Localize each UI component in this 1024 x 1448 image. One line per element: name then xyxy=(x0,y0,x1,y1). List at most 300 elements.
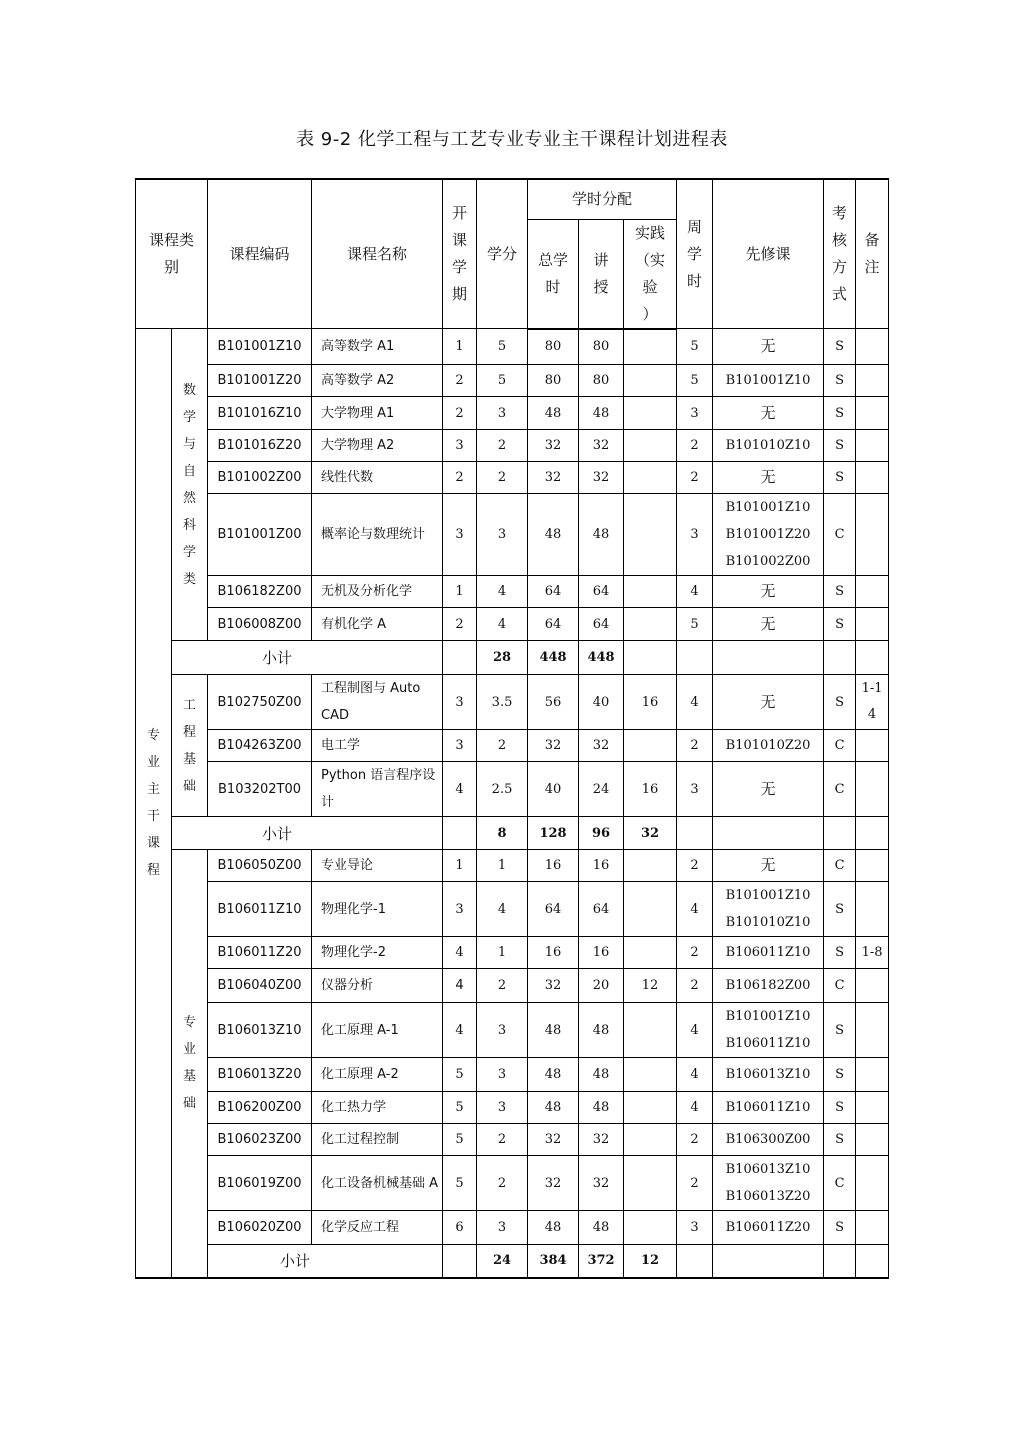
course-code: B101001Z20 xyxy=(208,365,312,397)
course-name: 化工热力学 xyxy=(312,1092,443,1124)
course-exam-method: S xyxy=(824,430,856,462)
subtotal-weekly-hours xyxy=(677,641,713,675)
header-name: 课程名称 xyxy=(312,179,443,329)
course-credits: 4 xyxy=(477,576,528,608)
prerequisite-item: B101010Z10 xyxy=(725,438,811,453)
group-label: 专 业 基 础 xyxy=(172,850,208,1278)
course-name: 线性代数 xyxy=(312,462,443,494)
subtotal-lecture-hours: 96 xyxy=(579,817,624,850)
course-weekly-hours: 2 xyxy=(677,1124,713,1156)
course-lecture-hours: 20 xyxy=(579,969,624,1003)
subtotal-credits: 24 xyxy=(477,1245,528,1278)
header-prerequisite: 先修课 xyxy=(713,179,824,329)
course-code: B101002Z00 xyxy=(208,462,312,494)
course-total-hours: 64 xyxy=(528,576,579,608)
course-exam-method: C xyxy=(824,1156,856,1211)
course-total-hours: 48 xyxy=(528,494,579,576)
course-practice-hours xyxy=(624,462,677,494)
course-credits: 3 xyxy=(477,494,528,576)
course-name: 大学物理 A2 xyxy=(312,430,443,462)
course-exam-method: S xyxy=(824,1003,856,1058)
course-code: B106013Z20 xyxy=(208,1058,312,1092)
course-credits: 1 xyxy=(477,937,528,969)
course-lecture-hours: 64 xyxy=(579,882,624,937)
table-row xyxy=(136,1092,889,1124)
table-row xyxy=(136,1211,889,1245)
course-semester: 5 xyxy=(443,1156,477,1211)
table-row xyxy=(136,494,889,576)
course-weekly-hours: 2 xyxy=(677,969,713,1003)
course-weekly-hours: 2 xyxy=(677,850,713,882)
header-credits: 学分 xyxy=(477,179,528,329)
course-total-hours: 48 xyxy=(528,1058,579,1092)
course-lecture-hours: 48 xyxy=(579,1058,624,1092)
course-practice-hours xyxy=(624,1211,677,1245)
course-remark xyxy=(856,576,889,608)
course-code: B106019Z00 xyxy=(208,1156,312,1211)
course-prerequisite xyxy=(713,462,824,494)
course-name: 化工原理 A-1 xyxy=(312,1003,443,1058)
course-credits: 2 xyxy=(477,430,528,462)
course-code: B106040Z00 xyxy=(208,969,312,1003)
course-code: B106020Z00 xyxy=(208,1211,312,1245)
course-name: 化工过程控制 xyxy=(312,1124,443,1156)
course-lecture-hours: 32 xyxy=(579,1156,624,1211)
course-name: 电工学 xyxy=(312,730,443,762)
prerequisite-item: B101001Z10 xyxy=(725,373,811,388)
course-semester: 3 xyxy=(443,675,477,730)
course-name: 专业导论 xyxy=(312,850,443,882)
subtotal-total-hours: 384 xyxy=(528,1245,579,1278)
prerequisite-item: 无 xyxy=(760,403,776,422)
course-remark xyxy=(856,969,889,1003)
course-lecture-hours: 48 xyxy=(579,397,624,430)
course-lecture-hours: 32 xyxy=(579,430,624,462)
header-remarks: 备 注 xyxy=(856,179,889,329)
prerequisite-item: 无 xyxy=(760,856,776,874)
prerequisite-item: 无 xyxy=(760,468,776,486)
table-row xyxy=(136,762,889,817)
prerequisite-item: B106011Z10 xyxy=(725,1100,811,1115)
course-weekly-hours: 2 xyxy=(677,730,713,762)
course-remark: 1-14 xyxy=(856,675,889,730)
course-weekly-hours: 4 xyxy=(677,1003,713,1058)
subtotal-prerequisite xyxy=(713,641,824,675)
course-practice-hours xyxy=(624,576,677,608)
course-name: 无机及分析化学 xyxy=(312,576,443,608)
course-practice-hours xyxy=(624,608,677,641)
course-semester: 4 xyxy=(443,969,477,1003)
course-semester: 2 xyxy=(443,365,477,397)
course-remark xyxy=(856,762,889,817)
course-weekly-hours: 4 xyxy=(677,675,713,730)
course-weekly-hours: 2 xyxy=(677,937,713,969)
course-credits: 3 xyxy=(477,1058,528,1092)
course-lecture-hours: 80 xyxy=(579,329,624,365)
table-row xyxy=(136,1003,889,1058)
table-row xyxy=(136,365,889,397)
course-weekly-hours: 4 xyxy=(677,882,713,937)
course-credits: 5 xyxy=(477,365,528,397)
course-name: 物理化学-2 xyxy=(312,937,443,969)
course-exam-method: C xyxy=(824,969,856,1003)
course-semester: 4 xyxy=(443,1003,477,1058)
course-credits: 4 xyxy=(477,882,528,937)
course-prerequisite xyxy=(713,397,824,430)
subtotal-semester xyxy=(443,641,477,675)
course-exam-method: C xyxy=(824,850,856,882)
prerequisite-item: B106011Z10 xyxy=(725,1036,811,1051)
course-remark xyxy=(856,462,889,494)
prerequisite-item: B101002Z00 xyxy=(725,554,811,569)
course-remark xyxy=(856,1211,889,1245)
course-practice-hours xyxy=(624,430,677,462)
course-practice-hours xyxy=(624,937,677,969)
group-label: 数 学 与 自 然 科 学 类 xyxy=(172,329,208,641)
course-exam-method: S xyxy=(824,608,856,641)
course-practice-hours: 12 xyxy=(624,969,677,1003)
course-semester: 3 xyxy=(443,882,477,937)
course-prerequisite xyxy=(713,762,824,817)
course-name: 物理化学-1 xyxy=(312,882,443,937)
course-prerequisite xyxy=(713,608,824,641)
course-credits: 3.5 xyxy=(477,675,528,730)
subtotal-weekly-hours xyxy=(677,817,713,850)
course-remark: 1-8 xyxy=(856,937,889,969)
course-lecture-hours: 64 xyxy=(579,576,624,608)
course-lecture-hours: 16 xyxy=(579,850,624,882)
course-prerequisite xyxy=(713,937,824,969)
group-label: 工 程 基 础 xyxy=(172,675,208,817)
course-name: 概率论与数理统计 xyxy=(312,494,443,576)
course-weekly-hours: 5 xyxy=(677,608,713,641)
course-prerequisite xyxy=(713,969,824,1003)
subtotal-credits: 28 xyxy=(477,641,528,675)
course-prerequisite xyxy=(713,675,824,730)
course-weekly-hours: 3 xyxy=(677,1211,713,1245)
course-code: B101016Z20 xyxy=(208,430,312,462)
course-semester: 4 xyxy=(443,937,477,969)
course-credits: 2 xyxy=(477,730,528,762)
subtotal-practice-hours xyxy=(624,641,677,675)
course-lecture-hours: 16 xyxy=(579,937,624,969)
course-weekly-hours: 3 xyxy=(677,762,713,817)
course-total-hours: 64 xyxy=(528,608,579,641)
course-total-hours: 64 xyxy=(528,882,579,937)
course-weekly-hours: 5 xyxy=(677,365,713,397)
course-code: B106050Z00 xyxy=(208,850,312,882)
subtotal-lecture-hours: 448 xyxy=(579,641,624,675)
course-practice-hours xyxy=(624,882,677,937)
subtotal-total-hours: 128 xyxy=(528,817,579,850)
course-lecture-hours: 48 xyxy=(579,1003,624,1058)
table-row xyxy=(136,329,889,365)
header-semester: 开 课 学 期 xyxy=(443,179,477,329)
course-exam-method: S xyxy=(824,1092,856,1124)
subtotal-semester xyxy=(443,1245,477,1278)
course-exam-method: S xyxy=(824,1124,856,1156)
course-total-hours: 48 xyxy=(528,1092,579,1124)
course-exam-method: S xyxy=(824,329,856,365)
course-name: 工程制图与 Auto CAD xyxy=(312,675,443,730)
course-code: B101001Z10 xyxy=(208,329,312,365)
table-row xyxy=(136,882,889,937)
course-exam-method: S xyxy=(824,937,856,969)
course-semester: 2 xyxy=(443,608,477,641)
course-code: B106023Z00 xyxy=(208,1124,312,1156)
course-code: B106008Z00 xyxy=(208,608,312,641)
table-row xyxy=(136,430,889,462)
course-exam-method: C xyxy=(824,730,856,762)
course-weekly-hours: 4 xyxy=(677,576,713,608)
course-weekly-hours: 3 xyxy=(677,397,713,430)
header-lecture: 讲 授 xyxy=(579,219,624,329)
subtotal-lecture-hours: 372 xyxy=(579,1245,624,1278)
table-row xyxy=(136,608,889,641)
prerequisite-item: 无 xyxy=(760,614,776,633)
course-lecture-hours: 40 xyxy=(579,675,624,730)
prerequisite-item: B106300Z00 xyxy=(725,1132,811,1147)
course-total-hours: 80 xyxy=(528,329,579,365)
course-semester: 5 xyxy=(443,1124,477,1156)
course-prerequisite xyxy=(713,494,824,576)
subtotal-label: 小计 xyxy=(208,1245,443,1278)
course-prerequisite xyxy=(713,1124,824,1156)
course-name: 仪器分析 xyxy=(312,969,443,1003)
course-lecture-hours: 48 xyxy=(579,1211,624,1245)
course-prerequisite xyxy=(713,882,824,937)
course-remark xyxy=(856,1156,889,1211)
course-remark xyxy=(856,882,889,937)
course-credits: 2 xyxy=(477,462,528,494)
subtotal-weekly-hours xyxy=(677,1245,713,1278)
course-name: 有机化学 A xyxy=(312,608,443,641)
course-semester: 5 xyxy=(443,1092,477,1124)
course-prerequisite xyxy=(713,730,824,762)
course-practice-hours xyxy=(624,1092,677,1124)
subtotal-exam-method xyxy=(824,817,856,850)
course-practice-hours xyxy=(624,365,677,397)
course-semester: 1 xyxy=(443,576,477,608)
course-exam-method: C xyxy=(824,494,856,576)
course-prerequisite xyxy=(713,329,824,365)
course-total-hours: 40 xyxy=(528,762,579,817)
course-name: Python 语言程序设计 xyxy=(312,762,443,817)
course-credits: 5 xyxy=(477,329,528,365)
subtotal-prerequisite xyxy=(713,817,824,850)
subtotal-total-hours: 448 xyxy=(528,641,579,675)
table-row xyxy=(136,850,889,882)
subtotal-credits: 8 xyxy=(477,817,528,850)
course-code: B104263Z00 xyxy=(208,730,312,762)
table-row xyxy=(136,937,889,969)
course-prerequisite xyxy=(713,430,824,462)
prerequisite-item: B106011Z20 xyxy=(725,1220,811,1235)
subtotal-prerequisite xyxy=(713,1245,824,1278)
course-practice-hours xyxy=(624,1003,677,1058)
course-credits: 1 xyxy=(477,850,528,882)
course-credits: 3 xyxy=(477,397,528,430)
table-row xyxy=(136,1156,889,1211)
course-total-hours: 48 xyxy=(528,1211,579,1245)
course-name: 化工原理 A-2 xyxy=(312,1058,443,1092)
course-total-hours: 32 xyxy=(528,730,579,762)
course-credits: 3 xyxy=(477,1003,528,1058)
course-code: B101001Z00 xyxy=(208,494,312,576)
course-name: 化学反应工程 xyxy=(312,1211,443,1245)
course-lecture-hours: 48 xyxy=(579,1092,624,1124)
course-code: B102750Z00 xyxy=(208,675,312,730)
course-remark xyxy=(856,397,889,430)
table-row xyxy=(136,576,889,608)
course-code: B106182Z00 xyxy=(208,576,312,608)
subtotal-remark xyxy=(856,641,889,675)
course-plan-table xyxy=(135,178,889,1279)
course-weekly-hours: 4 xyxy=(677,1058,713,1092)
prerequisite-item: B101010Z10 xyxy=(725,915,811,930)
course-credits: 3 xyxy=(477,1211,528,1245)
header-category: 课程类 别 xyxy=(136,179,208,329)
subtotal-label: 小计 xyxy=(172,641,443,675)
course-semester: 2 xyxy=(443,462,477,494)
course-exam-method: S xyxy=(824,397,856,430)
course-total-hours: 16 xyxy=(528,850,579,882)
table-row xyxy=(136,969,889,1003)
course-total-hours: 32 xyxy=(528,430,579,462)
subtotal-semester xyxy=(443,817,477,850)
course-name: 化工设备机械基础 A xyxy=(312,1156,443,1211)
table-title: 表 9-2 化学工程与工艺专业专业主干课程计划进程表 xyxy=(296,129,728,150)
course-exam-method: S xyxy=(824,882,856,937)
prerequisite-item: B106013Z20 xyxy=(725,1189,811,1204)
course-remark xyxy=(856,1058,889,1092)
prerequisite-item: B101001Z10 xyxy=(725,1009,811,1024)
prerequisite-item: 无 xyxy=(760,337,776,355)
table-row xyxy=(136,397,889,430)
header-code: 课程编码 xyxy=(208,179,312,329)
subtotal-row xyxy=(136,817,889,850)
course-weekly-hours: 3 xyxy=(677,494,713,576)
course-remark xyxy=(856,608,889,641)
course-credits: 2.5 xyxy=(477,762,528,817)
course-credits: 2 xyxy=(477,969,528,1003)
course-name: 大学物理 A1 xyxy=(312,397,443,430)
course-practice-hours xyxy=(624,1058,677,1092)
prerequisite-item: B101001Z10 xyxy=(725,888,811,903)
course-prerequisite xyxy=(713,850,824,882)
course-exam-method: S xyxy=(824,365,856,397)
course-exam-method: S xyxy=(824,1058,856,1092)
course-code: B106011Z10 xyxy=(208,882,312,937)
subtotal-remark xyxy=(856,1245,889,1278)
prerequisite-item: 无 xyxy=(760,582,776,600)
prerequisite-item: B106013Z10 xyxy=(725,1162,811,1177)
course-credits: 4 xyxy=(477,608,528,641)
table-row xyxy=(136,462,889,494)
course-practice-hours xyxy=(624,730,677,762)
course-code: B103202T00 xyxy=(208,762,312,817)
prerequisite-item: B101010Z20 xyxy=(725,738,811,753)
course-remark xyxy=(856,1124,889,1156)
course-weekly-hours: 4 xyxy=(677,1092,713,1124)
course-weekly-hours: 2 xyxy=(677,462,713,494)
table-row xyxy=(136,675,889,730)
header-weekly-hours: 周 学 时 xyxy=(677,179,713,329)
course-total-hours: 48 xyxy=(528,397,579,430)
course-prerequisite xyxy=(713,1092,824,1124)
course-prerequisite xyxy=(713,1058,824,1092)
course-credits: 2 xyxy=(477,1156,528,1211)
header-hours-group: 学时分配 xyxy=(528,179,677,219)
course-credits: 2 xyxy=(477,1124,528,1156)
subtotal-exam-method xyxy=(824,641,856,675)
course-weekly-hours: 2 xyxy=(677,430,713,462)
course-lecture-hours: 32 xyxy=(579,1124,624,1156)
course-remark xyxy=(856,730,889,762)
course-semester: 3 xyxy=(443,730,477,762)
course-prerequisite xyxy=(713,365,824,397)
course-exam-method: S xyxy=(824,576,856,608)
prerequisite-item: B101001Z10 xyxy=(725,500,811,515)
course-total-hours: 16 xyxy=(528,937,579,969)
course-total-hours: 48 xyxy=(528,1003,579,1058)
subtotal-label: 小计 xyxy=(172,817,443,850)
course-semester: 5 xyxy=(443,1058,477,1092)
course-prerequisite xyxy=(713,1156,824,1211)
course-lecture-hours: 24 xyxy=(579,762,624,817)
subtotal-remark xyxy=(856,817,889,850)
course-exam-method: S xyxy=(824,1211,856,1245)
course-name: 高等数学 A2 xyxy=(312,365,443,397)
course-name: 高等数学 A1 xyxy=(312,329,443,365)
subtotal-row xyxy=(136,1245,889,1278)
course-code: B101016Z10 xyxy=(208,397,312,430)
subtotal-practice-hours: 12 xyxy=(624,1245,677,1278)
header-exam-method: 考 核 方 式 xyxy=(824,179,856,329)
course-semester: 4 xyxy=(443,762,477,817)
subtotal-practice-hours: 32 xyxy=(624,817,677,850)
prerequisite-item: B106182Z00 xyxy=(725,978,811,993)
subtotal-exam-method xyxy=(824,1245,856,1278)
course-total-hours: 56 xyxy=(528,675,579,730)
course-prerequisite xyxy=(713,1211,824,1245)
course-semester: 3 xyxy=(443,430,477,462)
course-lecture-hours: 64 xyxy=(579,608,624,641)
course-practice-hours xyxy=(624,329,677,365)
course-semester: 6 xyxy=(443,1211,477,1245)
course-practice-hours xyxy=(624,850,677,882)
course-code: B106013Z10 xyxy=(208,1003,312,1058)
course-code: B106011Z20 xyxy=(208,937,312,969)
course-credits: 3 xyxy=(477,1092,528,1124)
course-remark xyxy=(856,1092,889,1124)
course-lecture-hours: 80 xyxy=(579,365,624,397)
course-prerequisite xyxy=(713,1003,824,1058)
course-lecture-hours: 48 xyxy=(579,494,624,576)
prerequisite-item: B101001Z20 xyxy=(725,527,811,542)
course-semester: 2 xyxy=(443,397,477,430)
course-total-hours: 32 xyxy=(528,1156,579,1211)
main-category-label: 专 业 主 干 课 程 xyxy=(136,329,172,1278)
course-total-hours: 80 xyxy=(528,365,579,397)
course-code: B106200Z00 xyxy=(208,1092,312,1124)
course-weekly-hours: 2 xyxy=(677,1156,713,1211)
course-practice-hours xyxy=(624,1156,677,1211)
course-exam-method: C xyxy=(824,762,856,817)
header-practice: 实践 （实验 ） xyxy=(624,219,677,329)
course-exam-method: S xyxy=(824,462,856,494)
course-remark xyxy=(856,850,889,882)
